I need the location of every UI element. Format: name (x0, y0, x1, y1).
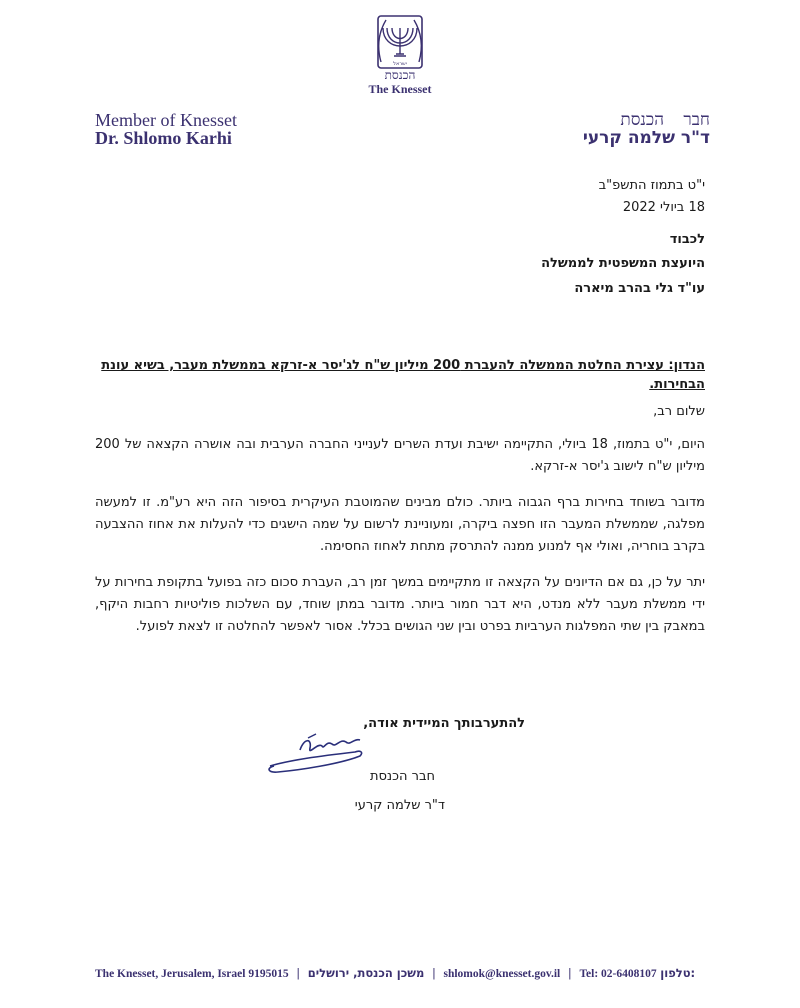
footer-email: shlomok@knesset.gov.il (443, 968, 561, 980)
member-of-knesset-en: Member of Knesset (95, 110, 237, 130)
recipient-label: לכבוד (669, 232, 705, 247)
footer-tel-he: טלפון: (660, 966, 696, 980)
closing-line: להתערבותך המיידית אודה, (363, 716, 525, 731)
paragraph-2: מדובר בשוחד בחירות ברף הגבוה ביותר. כולם מבינים שהמוטבת העיקרית בסיפור הזה היא רע"מ. זו למעשה מפלגה, שממשלת המעבר הזו חפצה ביקרה, ומעוניינת לרשום על שמה הישגים כדי להעלות את אחוז ההצבעה בקרב בוחריה, ואולי אף למנוע ממנה להתרסק מתחת לאחוז החסימה. (95, 495, 705, 554)
recipient-title: היועצת המשפטית לממשלה (541, 256, 705, 271)
footer: The Knesset, Jerusalem, Israel 9195015 | משכן הכנסת, ירושלים | shlomok@knesset.gov.il | Tel: 02-6408107 טלפון: (95, 966, 696, 980)
paragraph-1: היום, י"ט בתמוז, 18 ביולי, התקיימה ישיבת ועדת השרים לענייני החברה הערבית ובה אושרה הקצאה של 200 מיליון ש"ח לישוב ג'יסר א-זרקא. (95, 437, 705, 474)
footer-tel: Tel: 02-6408107 (579, 968, 657, 980)
mk-he-word-2: הכנסת (620, 110, 664, 130)
date-hebrew: י"ט בתמוז התשפ"ב (598, 178, 705, 193)
mk-he-word-1: חבר (683, 110, 710, 130)
sender-name-en: Dr. Shlomo Karhi (95, 128, 232, 148)
handwritten-signature (260, 730, 380, 778)
emblem-label: ישראל (393, 61, 407, 67)
recipient-name: עו"ד גלי בהרב מיארה (574, 281, 705, 296)
signature-title: חבר הכנסת (369, 769, 435, 784)
menorah-emblem-icon (372, 14, 428, 74)
letter-subject: הנדון: עצירת החלטת הממשלה להעברת 200 מיליון ש"ח לג'יסר א-זרקא בממשלת מעבר, בשיא עונת הבחירות. (101, 358, 705, 392)
knesset-hebrew-title: הכנסת (384, 68, 416, 82)
greeting: שלום רב, (653, 404, 705, 419)
signature-name: ד"ר שלמה קרעי (354, 798, 445, 813)
knesset-english-title: The Knesset (368, 82, 432, 96)
member-of-knesset-he (620, 110, 710, 130)
date-gregorian: 18 ביולי 2022 (622, 200, 705, 215)
paragraph-3: יתר על כן, גם אם הדיונים על הקצאה זו מתקיימים במשך זמן רב, העברת סכום כזה בפועל בתקופת בחירות על ידי ממשלת מעבר ללא מנדט, היא דבר חמור ביותר. מדובר במתן שוחד, עם השלכות פוליטיות רחבות היקף, במאבק בין שתי המפלגות הערביות בפרט ובין שני הגושים בכלל. אסור לאפשר להחלטה זו לצאת לפועל. (95, 575, 705, 634)
sender-name-he: ד"ר שלמה קרעי (582, 128, 710, 148)
footer-address-he: משכן הכנסת, ירושלים (307, 966, 425, 980)
footer-address-en: The Knesset, Jerusalem, Israel 9195015 (95, 968, 289, 980)
